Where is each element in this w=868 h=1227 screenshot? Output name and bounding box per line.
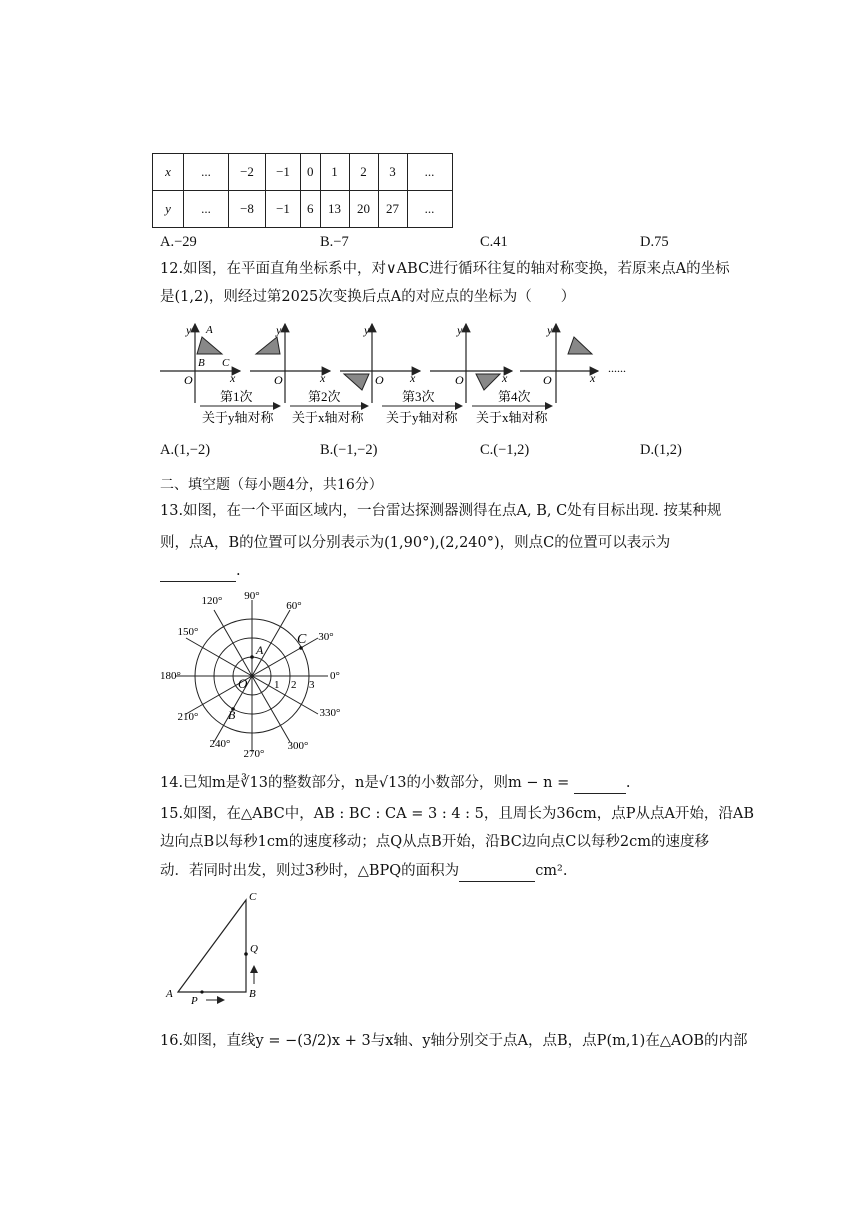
q11-option-b[interactable]: B.−7 bbox=[320, 234, 349, 250]
angle-330-label: 330° bbox=[319, 707, 341, 719]
q11-option-a[interactable]: A.−29 bbox=[160, 234, 197, 250]
angle-0-label: 0° bbox=[330, 670, 340, 682]
table-cell: −1 bbox=[266, 154, 301, 191]
table-cell: ... bbox=[184, 191, 229, 228]
point-b-label: B bbox=[249, 988, 256, 1000]
table-cell: −1 bbox=[266, 191, 301, 228]
table-header-x: x bbox=[153, 154, 184, 191]
axis-x-label: x bbox=[230, 371, 236, 385]
q12-option-b[interactable]: B.(−1,−2) bbox=[320, 442, 378, 458]
axis-y-label: y bbox=[186, 323, 192, 337]
q15-line-3: 动．若同时出发，则过3秒时，△BPQ的面积为 cm². bbox=[160, 861, 567, 882]
radius-3-label: 3 bbox=[309, 679, 315, 691]
q12-step-2 bbox=[290, 389, 368, 425]
angle-60-label: 60° bbox=[286, 600, 302, 612]
table-cell: 20 bbox=[349, 191, 378, 228]
table-cell: 3 bbox=[378, 154, 407, 191]
origin-label: O bbox=[238, 676, 248, 691]
q12-option-c[interactable]: C.(−1,2) bbox=[480, 442, 530, 458]
point-b-label: B bbox=[228, 708, 236, 722]
q14-line: 14.已知m是∛13的整数部分，n是√13的小数部分，则m − n = . bbox=[160, 773, 630, 794]
q13-line-1: 13.如图，在一个平面区域内，一台雷达探测器测得在点A, B, C处有目标出现. 按某种规 bbox=[160, 503, 722, 519]
ellipsis: ...... bbox=[608, 361, 626, 375]
angle-210-label: 210° bbox=[177, 711, 199, 723]
point-c-label: C bbox=[222, 357, 230, 369]
q12-step-4 bbox=[472, 389, 552, 425]
value-table bbox=[152, 153, 453, 228]
svg-text:第3次: 第3次 bbox=[402, 389, 435, 404]
axis-y-label: y bbox=[364, 323, 370, 337]
table-row-x bbox=[153, 154, 453, 191]
table-cell: ... bbox=[184, 154, 229, 191]
q15-answer-blank[interactable] bbox=[459, 861, 535, 882]
axis-y-label: y bbox=[457, 323, 463, 337]
svg-text:关于y轴对称: 关于y轴对称 bbox=[202, 410, 274, 425]
table-cell: 6 bbox=[301, 191, 321, 228]
origin-label: O bbox=[455, 373, 464, 387]
origin-label: O bbox=[375, 373, 384, 387]
q14-answer-blank[interactable] bbox=[574, 773, 626, 794]
point-p-label: P bbox=[191, 995, 198, 1006]
q13-line-3: . bbox=[160, 561, 241, 582]
q15-line-2: 边向点B以每秒1cm的速度移动；点Q从点B开始，沿BC边向点C以每秒2cm的速度移 bbox=[160, 834, 710, 850]
q15-triangle-figure bbox=[160, 886, 280, 1006]
table-cell: ... bbox=[407, 191, 452, 228]
q12-transform-figure bbox=[150, 318, 650, 430]
point-a-label: A bbox=[256, 643, 264, 657]
table-cell: −8 bbox=[229, 191, 266, 228]
axis-x-label: x bbox=[502, 371, 508, 385]
angle-180-label: 180° bbox=[160, 670, 181, 682]
q13-line-2: 则，点A，B的位置可以分别表示为(1,90°),(2,240°)，则点C的位置可以表示为 bbox=[160, 535, 671, 551]
axis-y-label: y bbox=[276, 323, 282, 337]
point-a-label: A bbox=[166, 988, 173, 1000]
q12-line-2: 是(1,2)，则经过第2025次变换后点A的对应点的坐标为（ ） bbox=[160, 289, 576, 305]
table-cell: 2 bbox=[349, 154, 378, 191]
point-b-label: B bbox=[198, 357, 205, 369]
q16-line: 16.如图，直线y = −(3/2)x + 3与x轴、y轴分别交于点A，点B，点P(m,1)在△AOB的内部 bbox=[160, 1033, 748, 1049]
axis-x-label: x bbox=[410, 371, 416, 385]
svg-text:关于x轴对称: 关于x轴对称 bbox=[476, 410, 548, 425]
q11-option-d[interactable]: D.75 bbox=[640, 234, 669, 250]
axis-x-label: x bbox=[590, 371, 596, 385]
angle-270-label: 270° bbox=[243, 748, 265, 760]
table-cell: 13 bbox=[320, 191, 349, 228]
q15-line-1: 15.如图，在△ABC中，AB : BC : CA = 3 : 4 : 5，且周长为36cm，点P从点A开始，沿AB bbox=[160, 806, 755, 822]
section-heading: 二、填空题（每小题4分，共16分） bbox=[160, 477, 383, 493]
svg-text:关于y轴对称: 关于y轴对称 bbox=[386, 410, 458, 425]
q12-option-a[interactable]: A.(1,−2) bbox=[160, 442, 211, 458]
angle-150-label: 150° bbox=[177, 626, 199, 638]
point-c-label: C bbox=[249, 891, 257, 903]
table-row-y bbox=[153, 191, 453, 228]
point-a-label: A bbox=[206, 324, 213, 336]
q12-line-1: 12.如图，在平面直角坐标系中，对∨ABC进行循环往复的轴对称变换，若原来点A的坐标 bbox=[160, 261, 730, 277]
angle-240-label: 240° bbox=[209, 738, 231, 750]
q12-option-d[interactable]: D.(1,2) bbox=[640, 442, 682, 458]
table-cell: 1 bbox=[320, 154, 349, 191]
table-cell: 27 bbox=[378, 191, 407, 228]
angle-30-label: 30° bbox=[318, 631, 334, 643]
q13-answer-blank[interactable] bbox=[160, 561, 236, 582]
svg-text:关于x轴对称: 关于x轴对称 bbox=[292, 410, 364, 425]
q13-polar-figure bbox=[160, 588, 350, 763]
axis-x-label: x bbox=[320, 371, 326, 385]
table-cell: 0 bbox=[301, 154, 321, 191]
table-header-y: y bbox=[153, 191, 184, 228]
point-q-label: Q bbox=[250, 943, 258, 955]
angle-90-label: 90° bbox=[244, 590, 260, 602]
q12-step-3 bbox=[382, 389, 462, 425]
q12-panel-5 bbox=[520, 323, 626, 403]
origin-label: O bbox=[543, 373, 552, 387]
radius-1-label: 1 bbox=[274, 679, 280, 691]
table-cell: −2 bbox=[229, 154, 266, 191]
origin-label: O bbox=[274, 373, 283, 387]
q11-option-c[interactable]: C.41 bbox=[480, 234, 508, 250]
q12-step-1 bbox=[200, 389, 280, 425]
point-c-label: C bbox=[297, 632, 307, 647]
table-cell: ... bbox=[407, 154, 452, 191]
svg-text:第2次: 第2次 bbox=[308, 389, 341, 404]
angle-300-label: 300° bbox=[287, 740, 309, 752]
origin-label: O bbox=[184, 373, 193, 387]
svg-text:第1次: 第1次 bbox=[220, 389, 253, 404]
axis-y-label: y bbox=[547, 323, 553, 337]
svg-text:第4次: 第4次 bbox=[498, 389, 531, 404]
radius-2-label: 2 bbox=[291, 679, 297, 691]
angle-120-label: 120° bbox=[201, 595, 223, 607]
